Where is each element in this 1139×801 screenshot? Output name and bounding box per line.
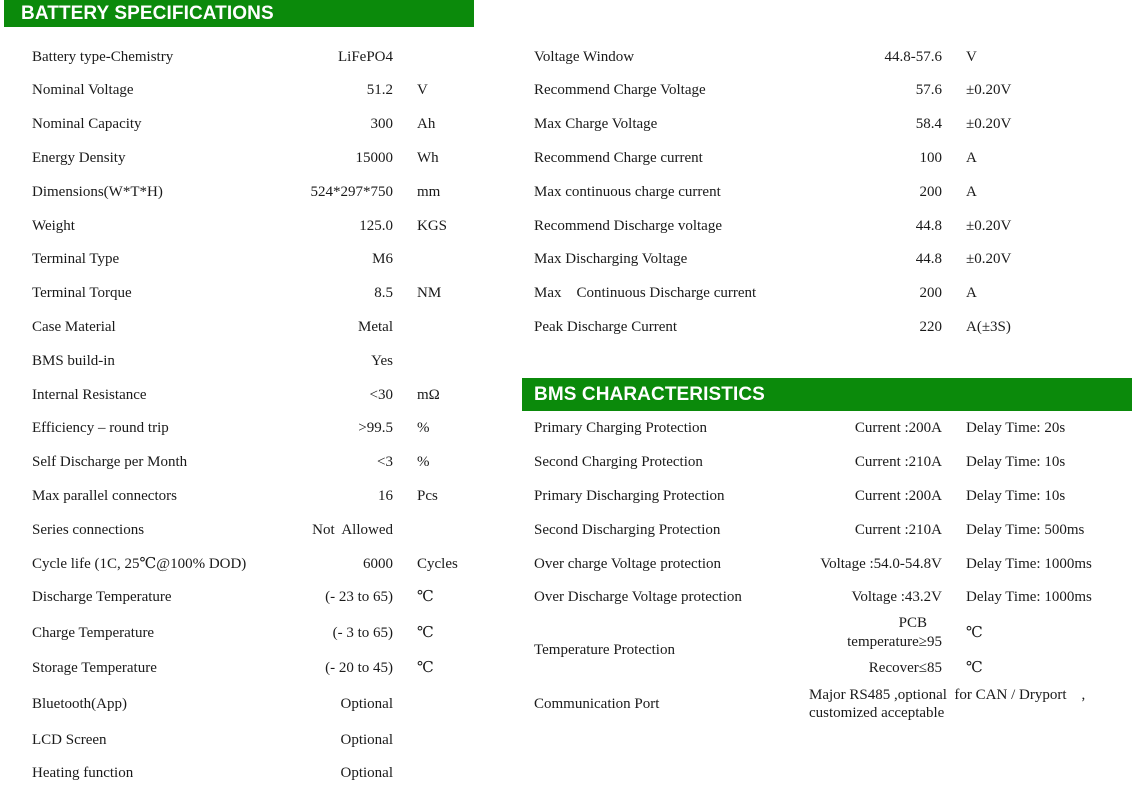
bms-value: Current :200A [854,420,942,436]
pcb-temperature-unit: ℃ [966,625,983,641]
spec-label: Case Material [32,319,116,335]
spec-label: BMS build-in [32,353,115,369]
spec-unit: % [417,420,430,436]
communication-port-line1: Major RS485 ,optional for CAN / Dryport , [809,687,1086,703]
spec-value: 57.6 [915,82,942,98]
spec-label: Max parallel connectors [32,488,177,504]
bms-label: Primary Charging Protection [534,420,708,436]
bms-label: Communication Port [534,696,660,712]
spec-unit: V [417,82,428,98]
spec-label: Recommend Charge current [534,150,703,166]
spec-value: M6 [372,251,393,267]
bms-label: Primary Discharging Protection [534,488,725,504]
spec-unit: Pcs [417,488,438,504]
spec-label: Terminal Type [32,251,120,267]
spec-label: Heating function [32,765,134,781]
spec-value: 16 [378,488,393,504]
pcb-temperature-line1: PCB [898,615,927,631]
bms-value: Current :210A [854,454,942,470]
spec-value: <3 [377,454,393,470]
spec-label: Internal Resistance [32,387,147,403]
pcb-temperature-line2: temperature≥95 [847,634,942,650]
bms-delay: Delay Time: 1000ms [966,589,1092,605]
spec-unit: mΩ [417,387,440,403]
bms-delay: Delay Time: 500ms [966,522,1085,538]
communication-port-line2: customized acceptable [809,705,945,721]
spec-unit: A [966,150,977,166]
spec-value: 524*297*750 [310,184,393,200]
spec-value: 15000 [355,150,393,166]
spec-label: Max Charge Voltage [534,116,658,132]
spec-value: 44.8 [915,218,942,234]
spec-unit: ±0.20V [966,82,1012,98]
spec-value: Optional [340,765,393,781]
bms-label: Second Charging Protection [534,454,703,470]
spec-unit: A(±3S) [966,319,1011,335]
spec-value: 44.8 [915,251,942,267]
battery-specifications-header [4,0,474,27]
spec-unit: Wh [417,150,439,166]
spec-label: Self Discharge per Month [32,454,188,470]
spec-value: 8.5 [374,285,393,301]
spec-value: (- 23 to 65) [325,589,393,605]
spec-value: 100 [919,150,942,166]
spec-value: 220 [919,319,942,335]
bms-delay: Delay Time: 1000ms [966,556,1092,572]
spec-value: Optional [340,696,393,712]
spec-label: Terminal Torque [32,285,132,301]
spec-unit: ±0.20V [966,218,1012,234]
spec-unit: KGS [417,218,448,234]
spec-label: Nominal Capacity [32,116,142,132]
spec-unit: NM [417,285,442,301]
battery-specifications-title: BATTERY SPECIFICATIONS [21,3,274,24]
spec-value: LiFePO4 [337,49,393,65]
spec-value: 125.0 [359,218,393,234]
spec-label: Series connections [32,522,145,538]
spec-value: >99.5 [358,420,393,436]
spec-unit: Cycles [417,556,458,572]
bms-label: Second Discharging Protection [534,522,721,538]
recover-temperature-unit: ℃ [966,660,983,676]
spec-unit: ±0.20V [966,251,1012,267]
bms-value: Voltage :54.0-54.8V [820,556,942,572]
bms-value: Voltage :43.2V [851,589,942,605]
bms-delay: Delay Time: 10s [966,454,1066,470]
spec-unit: % [417,454,430,470]
spec-label: Efficiency – round trip [32,420,169,436]
spec-label: Storage Temperature [32,660,157,676]
spec-label: Recommend Discharge voltage [534,218,722,234]
spec-unit: ℃ [417,660,434,676]
bms-value: Current :210A [854,522,942,538]
spec-label: Battery type-Chemistry [32,49,174,65]
spec-value: Optional [340,732,393,748]
spec-label: Discharge Temperature [32,589,172,605]
spec-unit: Ah [417,116,436,132]
spec-value: 300 [370,116,393,132]
spec-label: Max Continuous Discharge current [534,285,757,301]
spec-value: 6000 [363,556,393,572]
bms-label: Over Discharge Voltage protection [534,589,742,605]
spec-value: 200 [919,184,942,200]
spec-value: <30 [369,387,393,403]
recover-temperature: Recover≤85 [868,660,942,676]
bms-delay: Delay Time: 10s [966,488,1066,504]
spec-unit: ±0.20V [966,116,1012,132]
spec-value: Yes [371,353,393,369]
spec-label: Max Discharging Voltage [534,251,688,267]
spec-unit: ℃ [417,589,434,605]
spec-label: Charge Temperature [32,625,155,641]
spec-unit: A [966,285,977,301]
spec-unit: ℃ [417,625,434,641]
bms-characteristics-header [522,378,1132,411]
spec-value: 200 [919,285,942,301]
bms-label: Over charge Voltage protection [534,556,722,572]
spec-value: (- 20 to 45) [325,660,393,676]
bms-value: Current :200A [854,488,942,504]
bms-characteristics-title: BMS CHARACTERISTICS [534,384,765,405]
spec-label: Voltage Window [534,49,635,65]
spec-label: LCD Screen [32,732,107,748]
bms-delay: Delay Time: 20s [966,420,1066,436]
spec-label: Peak Discharge Current [534,319,678,335]
spec-label: Nominal Voltage [32,82,134,98]
spec-value: Metal [358,319,393,335]
spec-unit: V [966,49,977,65]
bms-label: Temperature Protection [534,642,675,658]
spec-value: (- 3 to 65) [332,625,393,641]
spec-value: Not Allowed [312,522,393,538]
spec-value: 44.8-57.6 [884,49,942,65]
spec-unit: A [966,184,977,200]
spec-value: 58.4 [915,116,942,132]
spec-label: Recommend Charge Voltage [534,82,706,98]
spec-label: Energy Density [32,150,126,166]
spec-value: 51.2 [366,82,393,98]
spec-label: Bluetooth(App) [32,696,127,712]
spec-label: Cycle life (1C, 25℃@100% DOD) [32,556,247,572]
spec-label: Dimensions(W*T*H) [32,184,163,200]
spec-label: Max continuous charge current [534,184,721,200]
spec-label: Weight [32,218,75,234]
spec-unit: mm [417,184,441,200]
